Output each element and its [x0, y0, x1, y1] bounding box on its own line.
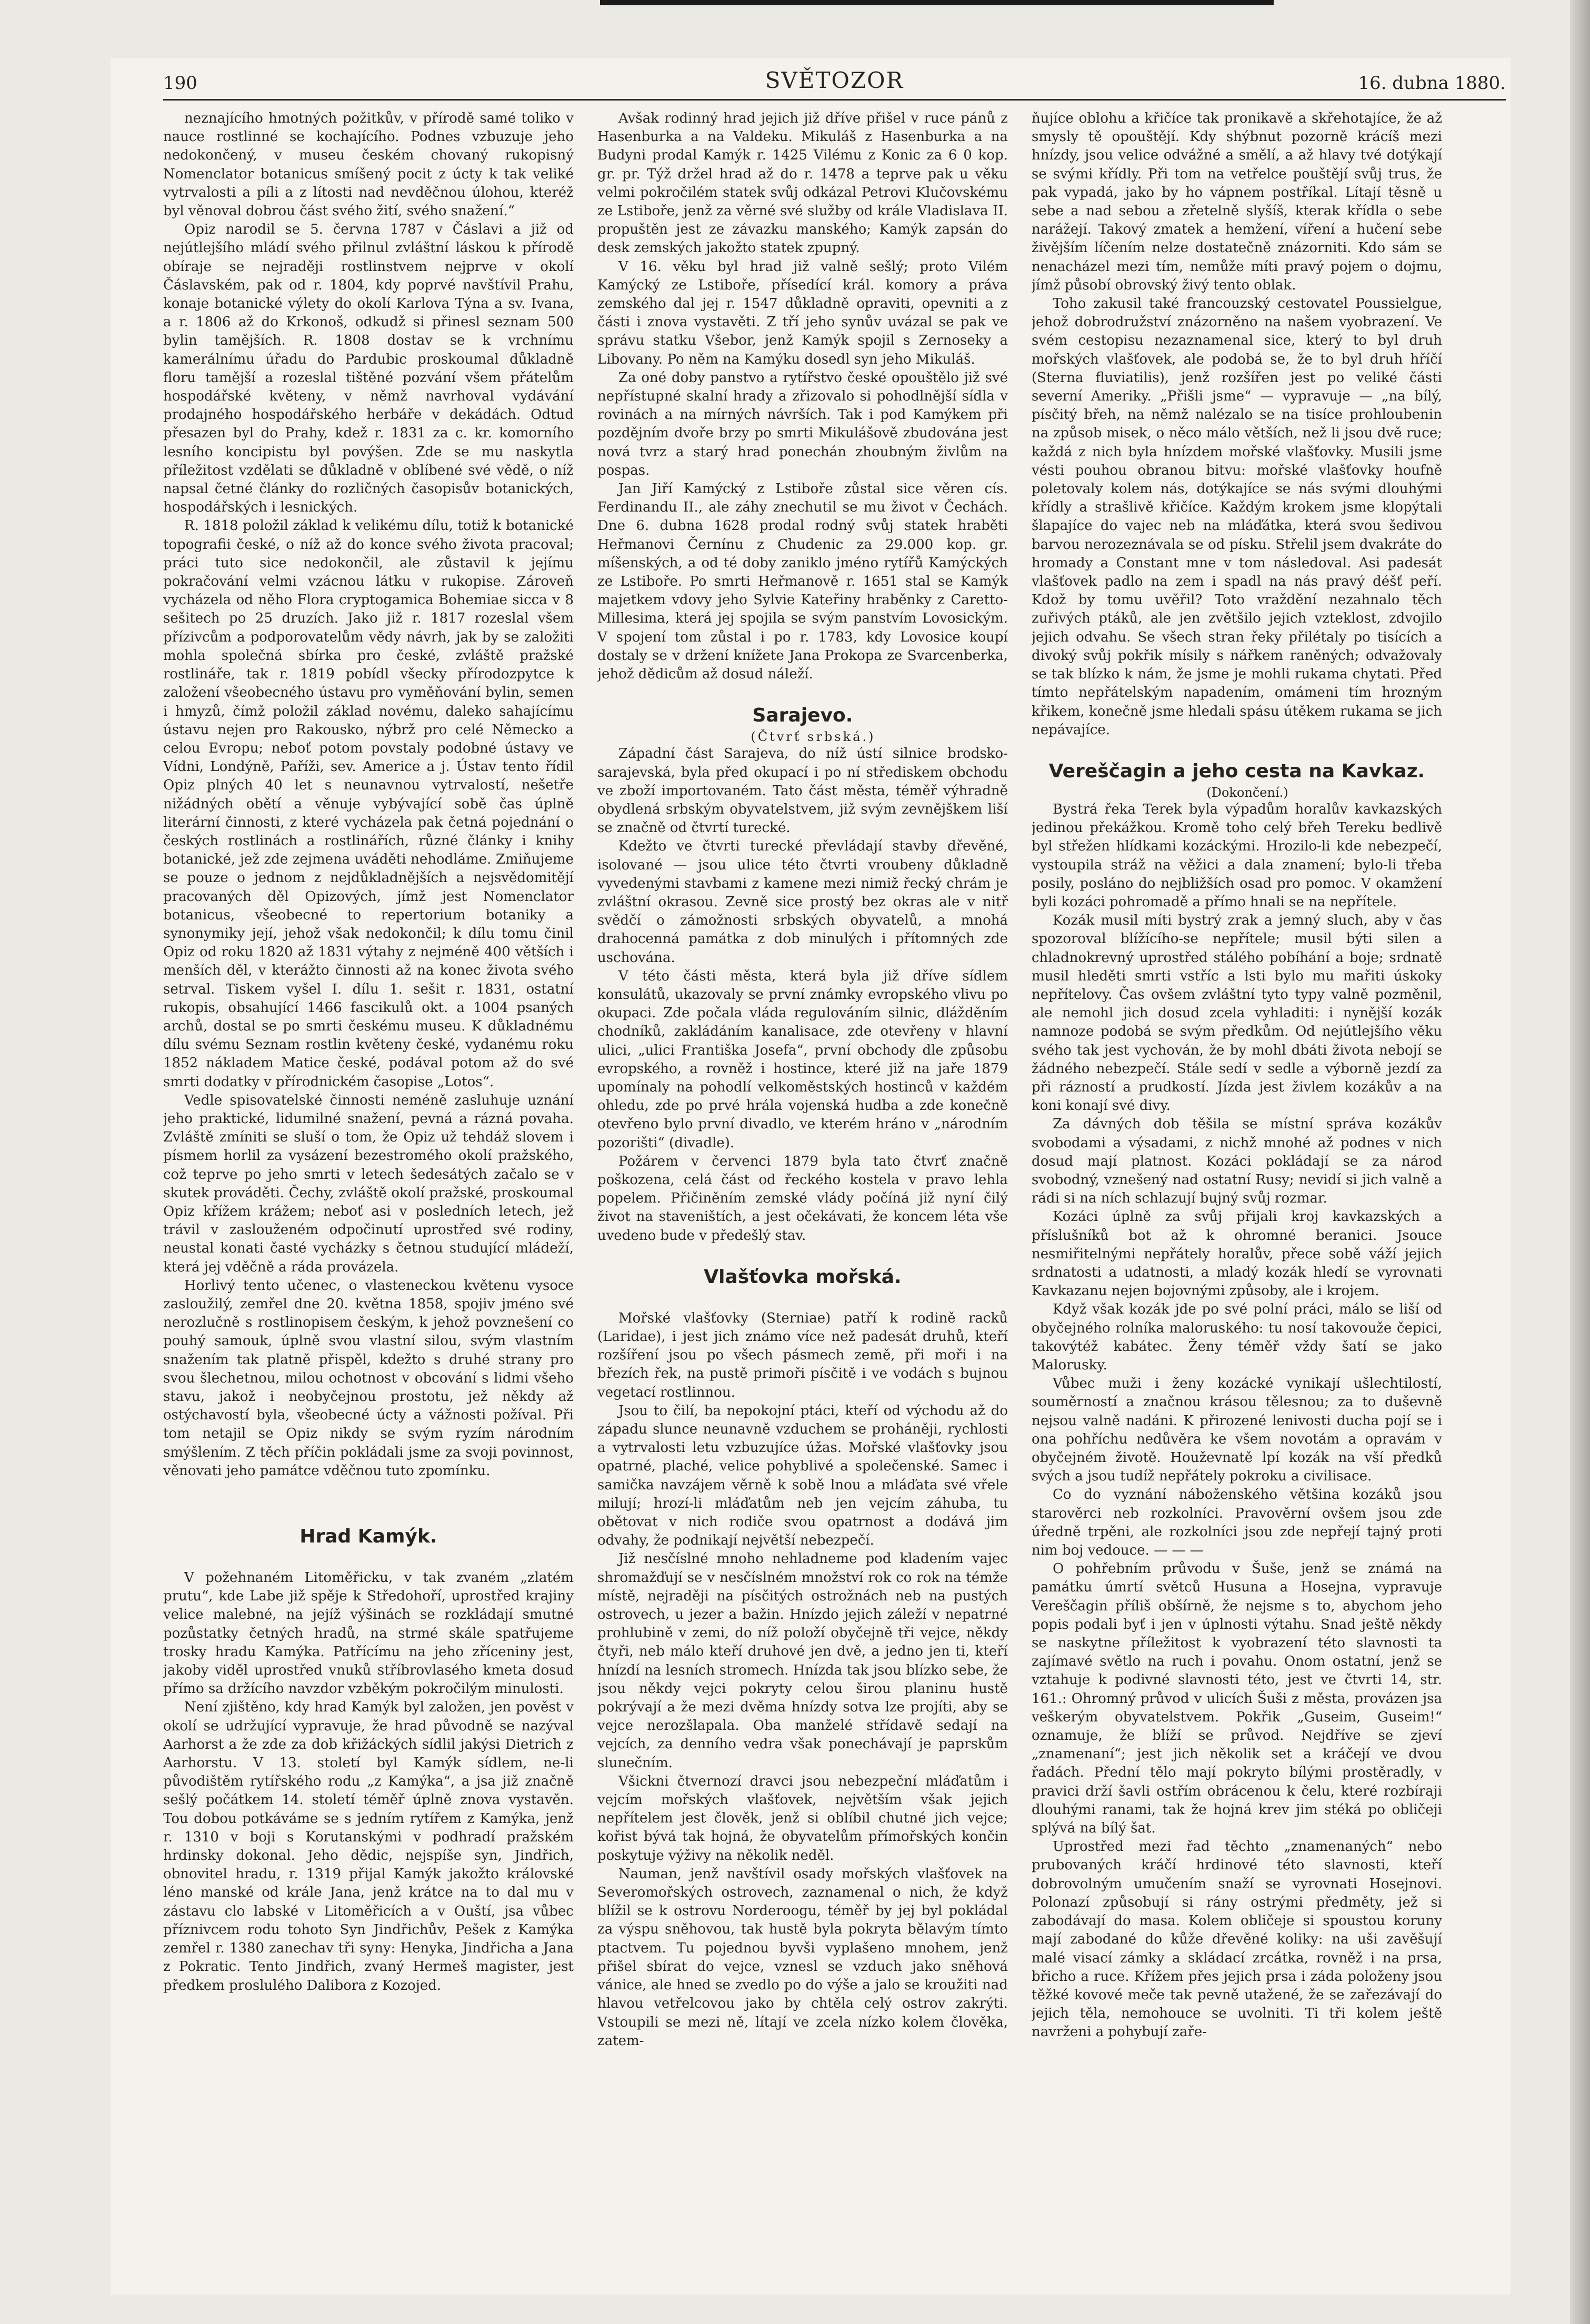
- article-subheading: (Dokončení.): [1206, 785, 1288, 800]
- col2-paragraph: Jan Jiří Kamýcký z Lstiboře zůstal sice věren cís. Ferdinandu II., ale záhy znechutil se mu život v Čechách. Dne 6. dubna 1628 prodal rodný svůj statek hraběti Heřmanovi Černínu z Chudenic za 29.000 kop. gr. míšenských, a od té doby zaniklo jméno rytířů Kamýckých ze Lstiboře. Po smrti Heřmanově r. 1651 stal se Kamýk majetkem vdovy jeho Sylvie Kateřiny hraběnky z Caretto-Millesima, která jej spojila se svým panstvím Lovosickým. V spojení tom zůstal i po r. 1783, kdy Lovosice koupí dostaly se v držení knížete Jana Prokopa ze Svarcenberka, jehož dědicům až dosud náleží.: [597, 481, 1008, 683]
- section-spacer: [597, 1245, 1008, 1264]
- section-spacer: [163, 1480, 574, 1524]
- col2-paragraph: Avšak rodinný hrad jejich již dříve přišel v ruce pánů z Hasenburka a na Valdeku. Mikuláš z Hasenburka a na Budyni prodal Kamýk r. 1425 Vilému z Konic za 6 0 kop. gr. pr. Týž držel hrad až do r. 1478 a teprve pak u věku velmi pokročilém statek svůj odkázal Petrovi Klučovskému ze Lstiboře, jenž za věrné své služby od krále Vladislava II. propuštěn jest ze závazku manského; Kamýk zapsán do desk zemských jakožto statek zpupný.: [597, 111, 1008, 256]
- article-subheading: (Čtvrť srbská.): [751, 729, 876, 745]
- col1-paragraph: V požehnaném Litoměřicku, v tak zvaném „zlatém prutu“, kde Labe již spěje k Středohoří, uprostřed krajiny velice malebné, na jejíž výšinách se rozkládají smutné pozůstatky četných hradů, na strmé skále spatřujeme trosky hradu Kamýka. Patřícímu na jeho zříceniny jest, jakoby viděl uprostřed vnuků stříbrovlasého kmeta dosud přímo sa držícího navzdor vzběkým pokročilým minulosti.: [163, 1570, 574, 1697]
- col3-paragraph: Uprostřed mezi řad těchto „znamenaných“ nebo prubovaných kráčí hrdinové této slavnosti, kteří dobrovolným umučením snaží se vyrovnati Hosejnovi. Polonazí způsobují si rány ostrými předměty, jež si zabodávají do masa. Kolem obličeje si spoustou koruny mají zabodané do kůže dřevěné koliky: na uši zavěšují malé visací zámky a skládací zrcátka, rovněž i na prsa, břicho a ruce. Křížem přes jejich prsa i záda položeny jsou těžké kovové meče tak pevně utažené, že se zařezávají do jejich těla, nemohouce se uvolniti. Ti tři kolem ještě navrženi a pohybují zaře-: [1032, 1839, 1442, 2040]
- col3-paragraph: O pohřebním průvodu v Šuše, jenž se známá na památku úmrtí světců Husuna a Hosejna, vypravuje Vereščagin příliš obšírně, že nejsme s to, abychom jeho popis podali byť i jen v úplnosti výtahu. Snad ještě někdy se naskytne příležitost k vyobrazení této slavnosti ta zajímavé světlo na ruch i povahu. Onom ostatní, jenž se vztahuje k podivné slavnosti této, jest ve čtvrti 14, str. 161.: Ohromný průvod v ulicích Šuši z města, provázen jsa veškerým obyvatelstvem. Pokřik „Guseim, Guseim!“ oznamuje, že blíží se průvod. Nejdříve se zjeví „znamenaní“; jest jich několik set a kráčejí ve dvou řadách. Přední tělo mají pokryto bílými prostěradly, v pravici drží šavli ostřím obrácenou k čelu, které rozbíraji dlouhými ranami, tak že hojná krev jim stéká po obličeji splývá na bílý šat.: [1032, 1561, 1442, 1837]
- col2-paragraph: Mořské vlašťovky (Sterniae) patří k rodině racků (Laridae), i jest jich známo více než padesát druhů, kteří rozšíření jsou po všech pásmech země, při moři i na březích řek, na pustě primoři písčitě i ve vodách s bujnou vegetací rostlinnou.: [597, 1310, 1008, 1400]
- col3-paragraph: Kozáci úplně za svůj přijali kroj kavkazských a příslušníků bot až k ohromné beranici. Jsouce nesmiřitelnými nepřátely horalův, přece sobě váží jejich srdnatosti a udatnosti, a mladý kozák hledí se vyrovnati Kavkazanu nejen bojovnými způsoby, ale i krojem.: [1032, 1209, 1442, 1299]
- col2-paragraph: Všickni čtvernozí dravci jsou nebezpeční mláďatům i vejcím mořských vlašťovek, největším však jejich nepřítelem jest člověk, jenž si oblíbil chutné jich vejce; kořist bývá tak hojná, že obyvatelům přímořských končin poskytuje výživy na několik neděl.: [597, 1773, 1008, 1864]
- col1-paragraph: R. 1818 položil základ k velikému dílu, totiž k botanické topografii české, o níž až do konce svého života pracoval; práci tuto sice nedokončil, ale zůstavil k jejímu pokračování velmi vzácnou látku v rukopise. Zároveň vycházela od něho Flora cryptogamica Bohemiae sicca v 8 sešitech po 25 druzích. Jako již r. 1817 rozeslal všem přízivcům a podporovatelům vědy návrh, jak by se založiti mohla společná sbírka pro české, zvláště pražské rostlináře, tak r. 1819 pobídl všecky přírodozpytce k založení všeobecného ústavu pro vyměňování bylin, semen i hmyzů, čímž položil základ novému, daleko sahajícímu ústavu nejen pro Rakousko, nýbrž pro celé Německo a celou Evropu; neboť potom povstaly podobné ústavy ve Vídni, Londýně, Paříži, sev. Americe a j. Ústav tento řídil Opiz plných 40 let s neunavnou vytrvalostí, nešetře nižádných obětí a věnuje vybývající sobě čas úplně literární činnosti, z které vycházela pak četná pojednání o českých rostlinách a rostlinářích, různé články i knihy botanické, jež zde zejmena uváděti nehodláme. Zmiňujeme se pouze o jednom z nejdůkladnějších a nejsvědomitějí pracovaných děl Opizových, jímž jest Nomenclator botanicus, všeobecné to repertorium botaniky a synonymiky její, jehož však nedokončil; k dílu tomu činil Opiz od roku 1820 až 1831 výtahy z nejméně 400 větších i menších děl, v kterážto činnosti až na konec života svého setrval. Tiskem vyšel I. dílu 1. sešit r. 1831, ostatní rukopis, obsahující 1466 fascikulů okt. a 1004 psaných archů, dostal se po smrti českému museu. K důkladnému dílu svému Seznam rostlin květeny české, vydanému roku 1852 nákladem Matice české, podával potom až do své smrti dodatky v přírodnickém časopise „Lotos“.: [163, 518, 574, 1090]
- page-binding-edge: [1570, 0, 1590, 2324]
- section-spacer: [597, 1290, 1008, 1309]
- col1-paragraph: Vedle spisovatelské činnosti neméně zasluhuje uznání jeho praktické, lidumilné snažení, pevná a rázná povaha. Zvláště zmíniti se sluší o tom, že Opiz už tehdáž slovem i písmem horlil za vysázení bezestromého okolí pražského, což teprve po jeho smrti v letech šedesátých začalo se v skutek prováděti. Čechy, zvláště okolí pražské, proskoumal Opiz křížem krážem; neboť asi v posledních letech, jež trávil v zaslouženém odpočinutí uprostřed své rodiny, neustal konati časté vycházky s četnou studující mládeží, která jej vděčně a ráda provázela.: [163, 1092, 574, 1275]
- col1-paragraph: neznajícího hmotných požitkův, v přírodě samé toliko v nauce rostlinné se kochajícího. Podnes vzbuzuje jeho nedokončený, v museu českém chovaný rukopisný Nomenclator botanicus smíšený pocit z úcty k tak veliké vytrvalosti a píli a z lítosti nad nevděčnou úlohou, kteréž byl věnoval dobrou část svého žití, svého snažení.“: [163, 111, 574, 219]
- col2-paragraph: V této části města, která byla již dříve sídlem konsulátů, ukazovaly se první známky evropského vlivu po okupaci. Zde počala vláda regulováním silnic, dlážděním chodníků, zakládáním kanalisace, zde otevřeny v hlavní ulici, „ulici Františka Josefa“, první obchody dle způsobu evropského, a rovněž i hostince, které již na jaře 1879 upomínaly na pohodlí velkoměstských hostinců v každém ohledu, zde po prvé hrála vojenská hudba a zde konečně otevřeno bylo první divadlo, ve kterém hráno v „národním pozorišti“ (divadle).: [597, 968, 1008, 1151]
- section-spacer: [597, 684, 1008, 703]
- col2-paragraph: Nauman, jenž navštívil osady mořských vlašťovek na Severomořských ostrovech, zaznamenal o nich, že když blížil se k ostrovu Norderoogu, téměř by jej byl pokládal za výspu sněhovou, tak hustě byla pokryta bělavým tímto ptactvem. Tu pojednou byvši vyplašeno mnohem, jenž přišel sbírat do vejce, vznesl se vzduch jako sněhová vánice, ale hned se zvedlo po do výše a jalo se kroužiti nad hlavou vetřelcovou jako by chtěla celý ostrov zakrýti. Vstoupili se mezi ně, lítají ve zcela nízko kolem člověka, zatem-: [597, 1866, 1008, 2049]
- col2-paragraph: V 16. věku byl hrad již valně sešlý; proto Vilém Kamýcký ze Lstiboře, přísedící král. komory a práva zemského dal jej r. 1547 důkladně opraviti, opevniti a z části i znova vystavěti. Z tří jeho synův uvázal se pak ve správu statku Všebor, jenž Kamýk spojil s Zernoseky a Libovany. Po něm na Kamýku dosedl syn jeho Mikuláš.: [597, 258, 1008, 367]
- col2-paragraph: Kdežto ve čtvrti turecké převládají stavby dřevěné, isolované — jsou ulice této čtvrti vroubeny důkladně vyvedenými stavbami z kamene mezi nimiž řecký chrám je zvláštní okrasou. Zevně sice prostý bez okras ale v nitř svědčí o zámožnosti srbských obyvatelů, a mnohá drahocenná památka z dob minulých i přítomných zde uschována.: [597, 838, 1008, 966]
- col2-paragraph: Požárem v červenci 1879 byla tato čtvrť značně poškozena, celá část od řeckého kostela v pravo lehla popelem. Přičiněním zemské vlády počíná již nyní čilý život na staveništích, a jest očekávati, že koncem léta vše uvedeno bude v předešlý stav.: [597, 1153, 1008, 1244]
- article-heading-hrad-kamyk: Hrad Kamýk.: [299, 1526, 437, 1548]
- header-rule: [163, 99, 1506, 101]
- top-edge-mark: [600, 0, 1274, 5]
- column-2: [597, 109, 1008, 2230]
- article-heading-vlastovka: Vlašťovka mořská.: [704, 1266, 902, 1288]
- page-number: 190: [163, 73, 197, 94]
- col1-paragraph: Není zjištěno, kdy hrad Kamýk byl založen, jen pověst v okolí se udržující vypravuje, že hrad původně se nazýval Aarhorst a že zde za dob křižáckých sídlil jakýsi Dietrich z Aarhorstu. V 13. století byl Kamýk sídlem, ne-li původištěm rytířského rodu „z Kamýka“, a jsa již značně sešlý počátkem 14. století téměř úplně znova vystavěn. Tou dobou potkáváme se s jedním rytířem z Kamýka, jenž r. 1310 v boji s Korutanskými v podhradí pražském hrdinsky dokonal. Jeho dědic, nejspíše syn, Jindřich, obnovitel hradu, r. 1319 přijal Kamýk jakožto královské léno manské od krále Jana, jenž krátce na to dal mu v zástavu clo labské v Litoměřicích a v Ouští, jsa vůbec příznivcem rodu tohoto Syn Jindřichův, Pešek z Kamýka zemřel r. 1380 zanechav tři syny: Henyka, Jindřicha a Jana z Pokratic. Tento Jindřich, zvaný Hermeš magister, jest předkem proslulého Dalibora z Kozojed.: [163, 1699, 574, 1994]
- col3-paragraph: Za dávných dob těšila se místní správa kozákův svobodami a výsadami, z nichž mnohé až podnes v nich dosud mají platnost. Kozáci pokládají se za národ svobodný, vznešený nad ostatní Rusy; nevidí si jich valně a rádi si na ních schlazují bujný svůj rozmar.: [1032, 1116, 1442, 1207]
- article-heading-sarajevo: Sarajevo.: [752, 705, 853, 727]
- article-heading-vereschagin: Vereščagin a jeho cesta na Kavkaz.: [1048, 760, 1425, 782]
- col2-paragraph: Západní část Sarajeva, do níž ústí silnice brodsko-sarajevská, byla před okupací i po ní střediskem obchodu ve zboží importovaném. Tato část města, téměř výhradně obydlená srbským obyvatelstvem, již svým zevnějškem liší se značně od čtvrtí turecké.: [597, 746, 1008, 836]
- col3-paragraph: Toho zakusil také francouzský cestovatel Poussielgue, jehož dobrodružství znázorněno na našem vyobrazení. Ve svém cestopisu nezaznamenal sice, který to byl druh mořských vlašťovek, ale podobá se, že to byl druh hříčí (Sterna fluviatilis), jenž rozšířen jest po veliké části severní Ameriky. „Přišli jsme“ — vypravuje — „na bílý, písčitý břeh, na němž nalézalo se na tisíce prohloubenin na způsob misek, o něco málo větších, než li jsou dvě ruce; každá z nich byla hnízdem mořské vlašťovky. Musili jsme vésti pouhou obranou bitvu: mořské vlašťovky houfně poletovaly kolem nás, dotýkajíce se nás svými dlouhými křídly a strašlivě křičíce. Každým krokem jsme klopýtali šlapajíce do vajec neb na mláďátka, která svou šedivou barvou nerozeznávala se od písku. Střelil jsem dvakráte do hromady a Constant mne v tom následoval. Asi padesát vlašťovek padlo na zem i spadl na nás pravý déšť peří. Kdož by tomu uvěřil? Toto vraždění nezahnalo těch zuřivých ptáků, ale jen zvětšilo jejich vzteklost, zdvojilo jejich odvahu. Se všech stran řeky přilétaly po tisících a divoký svůj pokřik mísily s nářkem raněných; odvažovaly se tak blízko k nám, že jsme je mohli rukama chytati. Před tímto nepřátelským napadením, omámeni tím hrozným křikem, konečně jsme hledali spásu útěkem rukama se jich nepávajíce.: [1032, 296, 1442, 738]
- issue-date: 16. dubna 1880.: [1358, 73, 1506, 94]
- column-1: [163, 109, 574, 2230]
- col3-paragraph: Kozák musil míti bystrý zrak a jemný sluch, aby v čas spozoroval blížícího-se nepřítele; musil býti silen a chladnokrevný uprostřed stálého pobíhání a boje; srdnatě musil hleděti smrti vstříc a lsti bylo mu mařiti úskoky nepřítelovy. Čas ovšem zvláštní tyto typy valně pozměnil, ale nemohl jich dosud zcela vyhladiti: i nynější kozák namnoze podobá se svým předkům. Od nejútlejšího věku svého tak jest vychován, že by mohl dbáti života nebojí se žádného nebezpečí. Stále sedí v sedle a výborně jezdí za při rázností a prudkostí. Jízda jest živlem kozákův a na koni konají své divy.: [1032, 913, 1442, 1114]
- col1-paragraph: Horlivý tento učenec, o vlasteneckou květenu vysoce zasloužilý, zemřel dne 20. května 1858, spojiv jméno své nerozlučně s rostlinopisem českým, k jehož povznešení co pouhý samouk, úplně svou vlastní silou, svým vlastním snažením tak platně přispěl, kdežto s druhé strany pro svou šlechetnou, milou ochotnost v obcování s lidmi všeho stavu, jakož i neobyčejnou prostotu, jež někdy až ostýchavostí byla, všeobecné úcty a vážnosti požíval. Při tom netajil se Opiz nikdy se svým ryzím národním smýšlením. Z těch příčin pokládali jsme za svoji povinnost, věnovati jeho památce vděčnou tuto zpomínku.: [163, 1277, 574, 1479]
- column-3: [1032, 109, 1442, 2230]
- col3-paragraph: Bystrá řeka Terek byla výpadům horalův kavkazských jedinou překážkou. Kromě toho celý břeh Tereku bedlivě byl střežen hlídkami kozáckými. Hrozilo-li kde nebezpečí, vystoupila stráž na věžici a dala znamení; bylo-li třeba posily, posláno do nejbližších osad pro pomoc. V okamžení byli kozáci pohromadě a přímo hnali se na nepřítele.: [1032, 801, 1442, 910]
- col2-paragraph: Za oné doby panstvo a rytířstvo české opouštělo již své nepřístupné skalní hrady a zřizovalo si pohodlnější sídla v rovinách a na mírných návrších. Tak i pod Kamýkem při pozdějním dvoře brzy po smrti Mikulášově zbudována jest nová tvrz a starý hrad ponechán zhoubným živlům na pospas.: [597, 369, 1008, 478]
- col2-paragraph: Již nesčíslné mnoho nehladneme pod kladením vajec shromažďují se v nesčíslném množství rok co rok na témže místě, nejraději na písčitých ostrožnách neb na pustých ostrovech, u jezer a bažin. Hnízdo jejich záleží v nepatrné prohlubině v zemi, do níž položí obyčejně tři vejce, někdy čtyři, neb málo kteří druhové jen dvě, a jedno jen ti, kteří hnízdí na lesních stromech. Hnízda tak jsou blízko sebe, že jsou někdy vejci pokryty celou širou planinu hustě pokrývají a že mezi dvěma hnízdy sotva lze projíti, aby se vejce nerozšlapala. Oba manželé střídavě sedají na vejcích, za denního vedra však ponechávají je paprskům slunečním.: [597, 1551, 1008, 1771]
- section-spacer: [163, 1550, 574, 1569]
- col2-paragraph: Jsou to čilí, ba nepokojní ptáci, kteří od východu až do západu slunce neunavně vzduchem se proháněji, rychlosti a vytrvalosti letu vzbuzujíce úžas. Mořské vlašťovky jsou opatrné, plaché, velice pohyblivé a společenské. Samec i samička navzájem věrně k sobě lnou a mláďata své vřele milují; hrozí-li mláďatům neb jen vejcím záhuba, tu obětovat v nich rodiče svou opatrnost a dodává jim odvahy, že podnikají největší nebezpečí.: [597, 1403, 1008, 1549]
- page-header: [163, 63, 1506, 100]
- publication-title: SVĚTOZOR: [765, 67, 904, 93]
- col3-paragraph: ňujíce oblohu a křičíce tak pronikavě a skřehotajíce, že až smysly tě opouštějí. Kdy shýbnut pozorně krácíš mezi hnízdy, jsou velice odvážné a smělí, a až hlavy tvé dotýkají se svými křídly. Při tom na vetřelce pouštějí svůj trus, že pak vypadá, jako by ho vápnem postříkal. Lítají těsně u sebe a nad sebou a zřetelně slyšíš, kterak křídla o sebe narážejí. Takový zmatek a hemžení, víření a hučení sebe živějším líčením nelze dostatečně znázorniti. Kdo sám se nenacházel mezi tím, nemůže míti pravý pojem o dojmu, jímž působí obrovský živý tento oblak.: [1032, 111, 1442, 293]
- section-spacer: [1032, 739, 1442, 758]
- col3-paragraph: Když však kozák jde po své polní práci, málo se liší od obyčejného rolníka maloruského: tu nosí takovouže čepici, takovýtéž kabátec. Ženy téměř vždy šatí se jako Malorusky.: [1032, 1301, 1442, 1373]
- col3-paragraph: Co do vyznání náboženského většina kozáků jsou starověrci neb rozkolníci. Pravověrní ovšem jsou zde úředně trpěni, ale rozkolníci jsou zde nepřejí tajný proti nim boj vedouce. — — —: [1032, 1487, 1442, 1559]
- col3-paragraph: Vůbec muži i ženy kozácké vynikají ušlechtilostí, souměrností a značnou krásou tělesnou; za to duševně nejsou valně nadáni. K přirozené lenivosti ducha pojí se i ona pohříchu nedůvěra ke všem novotám a opravám v obyčejném životě. Houževnatě lpí kozák na vší předků svých a jsou tudíž nepřátely pokroku a civilisace.: [1032, 1376, 1442, 1485]
- col1-paragraph: Opiz narodil se 5. června 1787 v Čáslavi a již od nejútlejšího mládí svého přilnul zvláštní láskou k přírodě obíraje se nejraději rostlinstvem nejprve v okolí Čáslavském, pak od r. 1804, kdy poprvé navštívil Prahu, konaje botanické výlety do okolí Karlova Týna a sv. Ivana, a r. 1806 až do Krkonoš, odkudž si přinesl seznam 500 bylin tamějších. R. 1808 dostav se k vrchnímu kamerálnímu úřadu do Pardubic proskoumal důkladně floru tamější a rozeslal tištěné pozvání všem přátelům hospodářské květeny, v němž navrhoval vydávání prodajného hospodářského herbáře v dekádách. Odtud přesazen byl do Prahy, kdež r. 1831 za c. kr. komorního lesního koncipistu byl povýšen. Zde se mu naskytla příležitost vzdělati se důkladně v oblíbené své vědě, o níž napsal četné články do rozličných časopisův botanických, hospodářských i lesnických.: [163, 222, 574, 516]
